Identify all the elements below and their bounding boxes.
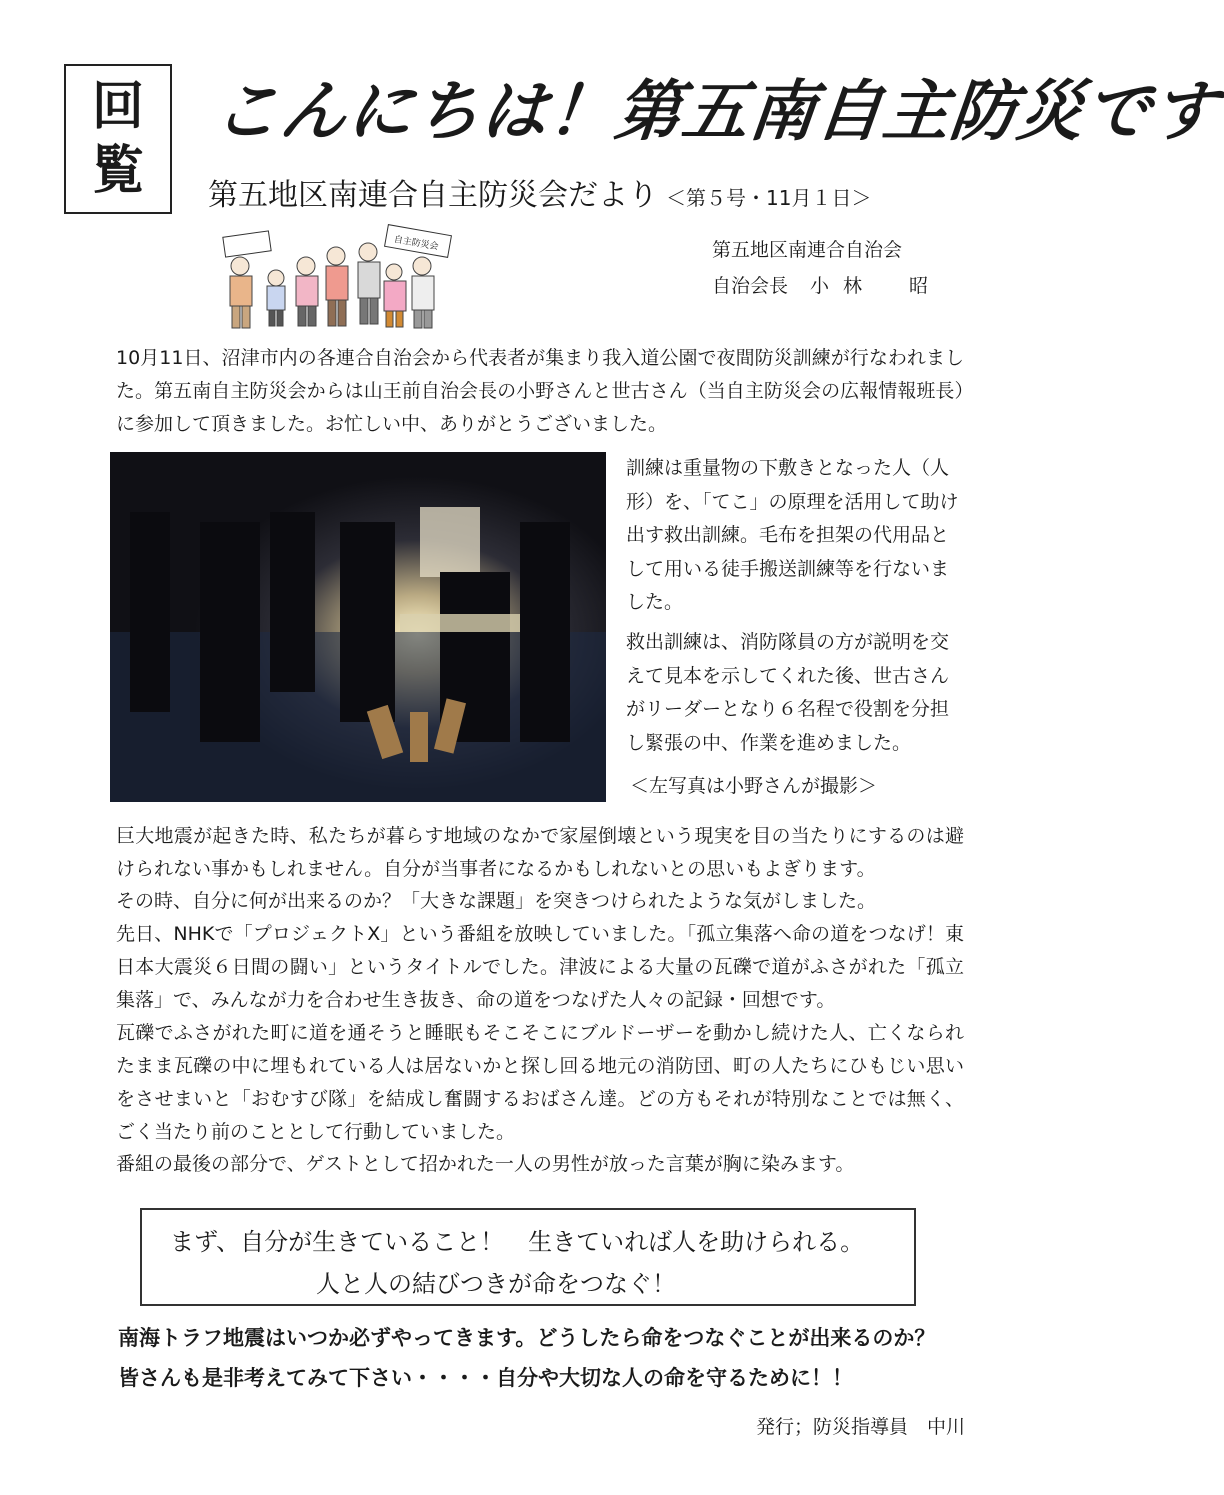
body-paragraph-2: その時、自分に何が出来るのか？「大きな課題」を突きつけられたような気がしました。 <box>116 890 877 912</box>
body-paragraph-5: 番組の最後の部分で、ゲストとして招かれた一人の男性が放った言葉が胸に染みます。 <box>116 1153 855 1175</box>
publisher-line: 発行；防災指導員 中川 <box>756 1416 966 1438</box>
side-paragraph-2: 救出訓練は、消防隊員の方が説明を交えて見本を示してくれた後、世古さんがリーダーとなり６名程で役割を分担し緊張の中、作業を進めました。 <box>626 631 950 754</box>
circular-char-2: 覧 <box>91 141 144 201</box>
volunteers-illustration <box>218 226 468 334</box>
chair-title: 自治会長 <box>712 275 789 297</box>
quote-box <box>140 1208 916 1306</box>
chair-line <box>712 268 942 304</box>
organization-block <box>712 232 942 304</box>
photo-caption: ＜左写真は小野さんが撮影＞ <box>630 775 878 797</box>
quote-line-2: 人と人の結びつきが命をつなぐ！ <box>316 1270 676 1298</box>
body-paragraph-1: 巨大地震が起きた時、私たちが暮らす地域のなかで家屋倒壊という現実を目の当たりにするのは避けられない事かもしれません。自分が当事者になるかもしれないとの思いもよぎります。 <box>116 825 964 880</box>
newsletter-title: こんにちは！第五南自主防災です <box>209 73 1223 150</box>
closing-message <box>118 1318 935 1398</box>
subtitle-text: 第五地区南連合自主防災会だより <box>208 178 658 213</box>
closing-line-2: 皆さんも是非考えてみて下さい・・・・自分や大切な人の命を守るために！！ <box>118 1366 853 1390</box>
intro-paragraph: 10月11日、沼津市内の各連合自治会から代表者が集まり我入道公園で夜間防災訓練が行なわれました。第五南自主防災会からは山王前自治会長の小野さんと世古さん（当自主防災会の広報情報班長）に参加して頂きました。お忙しい中、ありがとうございました。 <box>116 347 964 435</box>
closing-line-1: 南海トラフ地震はいつか必ずやってきます。どうしたら命をつなぐことが出来るのか？ <box>118 1326 936 1350</box>
quote-line-1: まず、自分が生きていること！ 生きていれば人を助けられる。 <box>170 1228 865 1256</box>
circular-char-1: 回 <box>91 77 144 137</box>
circular-notice-box <box>64 64 172 214</box>
body-paragraph-4: 瓦礫でふさがれた町に道を通そうと睡眠もそこそこにブルドーザーを動かし続けた人、亡くなられたまま瓦礫の中に埋もれている人は居ないかと探し回る地元の消防団、町の人たちにひもじい思いをさせまいと「おむすび隊」を結成し奮闘するおばさん達。どの方もそれが特別なことでは無く、ごく当たり前のこととして行動していました。 <box>116 1022 964 1143</box>
night-drill-photo <box>110 452 606 802</box>
side-paragraph-1: 訓練は重量物の下敷きとなった人（人形）を、「てこ」の原理を活用して助け出す救出訓練。毛布を担架の代用品として用いる徒手搬送訓練等を行ないました。 <box>626 457 959 613</box>
chair-name: 小林 昭 <box>810 275 943 297</box>
body-paragraph-3: 先日、NHKで「プロジェクトX」という番組を放映していました。「孤立集落へ命の道をつなげ！東日本大震災６日間の闘い」というタイトルでした。津波による大量の瓦礫で道がふさがれた「孤立集落」で、みんなが力を合わせ生き抜き、命の道をつなげた人々の記録・回想です。 <box>116 923 964 1011</box>
organization-name: 第五地区南連合自治会 <box>712 239 903 261</box>
illustration-sign-text: 自主防災会 <box>392 234 440 253</box>
newsletter-subtitle <box>208 170 871 214</box>
issue-label: ＜第５号・11月１日＞ <box>666 186 872 210</box>
